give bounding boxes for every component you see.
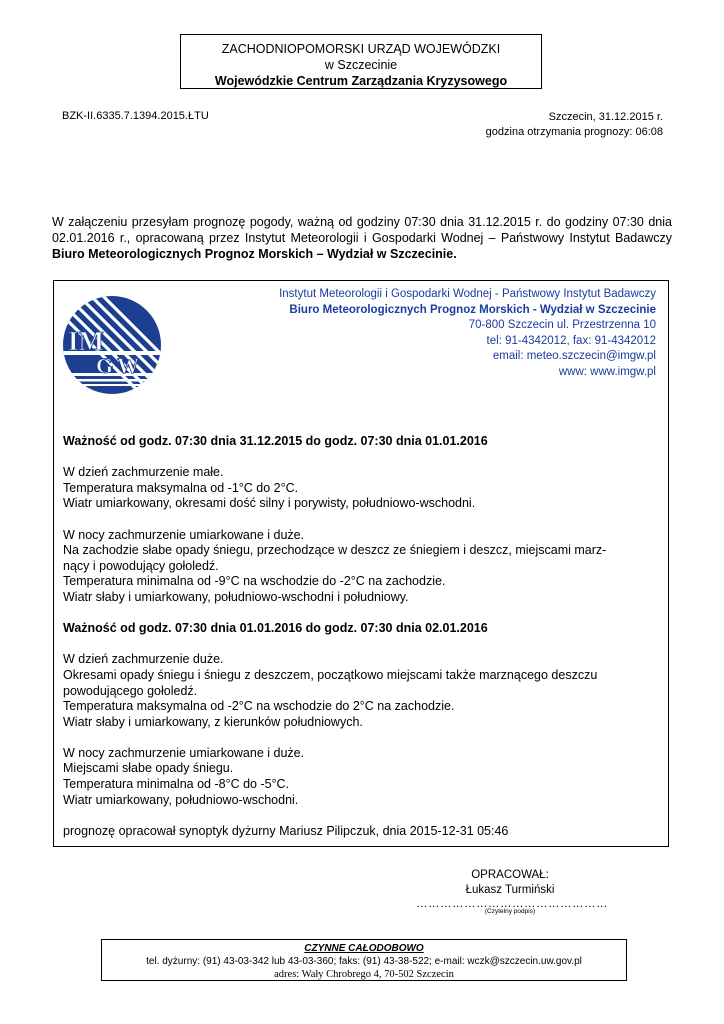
forecast-body: [63, 434, 653, 839]
footer-contact-box: [101, 939, 627, 981]
office-header: [180, 34, 542, 89]
footer-contacts: tel. dyżurny: (91) 43-03-342 lub 43-03-360; faks: (91) 43-38-522; e-mail: wczk@szczecin.uw.gov.pl: [146, 956, 582, 967]
forecast-line: Miejscami słabe opady śniegu.: [63, 761, 234, 776]
institute-www[interactable]: www: www.imgw.pl: [558, 365, 656, 378]
forecast-line: Okresami opady śniegu i śniegu z deszczem, początkowo miejscami także marznącego deszczu: [63, 667, 598, 682]
forecast-line: W dzień zachmurzenie małe.: [63, 465, 224, 480]
footer-title: CZYNNE CAŁODOBOWO: [304, 943, 424, 954]
forecast-author: prognozę opracował synoptyk dyżurny Mariusz Pilipczuk, dnia 2015-12-31 05:46: [63, 823, 509, 838]
forecast-line: Na zachodzie słabe opady śniegu, przechodzące w deszcz ze śniegiem i deszcz, miejscami marz-: [63, 543, 607, 558]
header-line2: w Szczecinie: [324, 58, 398, 72]
header-line3: Wojewódzkie Centrum Zarządzania Kryzysowego: [214, 74, 508, 88]
forecast-line: Wiatr słaby i umiarkowany, z kierunków południowych.: [63, 714, 363, 729]
reference-date-block: [486, 110, 663, 140]
header-line1: ZACHODNIOPOMORSKI URZĄD WOJEWÓDZKI: [221, 42, 501, 56]
place-date: Szczecin, 31.12.2015 r.: [548, 111, 663, 123]
intro-paragraph: [52, 214, 672, 262]
forecast-line: Temperatura minimalna od -8°C do -5°C.: [63, 777, 290, 792]
forecast-line: Wiatr umiarkowany, okresami dość silny i porywisty, południowo-wschodni.: [63, 496, 476, 511]
forecast-line: powodującego gołoledź.: [63, 683, 198, 698]
period2-header: Ważność od godz. 07:30 dnia 01.01.2016 do godz. 07:30 dnia 02.01.2016: [63, 621, 488, 636]
intro-text: W załączeniu przesyłam prognozę pogody, ważną od godziny 07:30 dnia 31.12.2015 r. do godziny 07:30 dnia 02.01.2016 r., opracowaną przez Instytut Meteorologii i Gospodarki Wodnej – Państwowy Instytut Badawczy: [52, 215, 672, 245]
signature-label: OPRACOWAŁ:: [471, 869, 549, 881]
footer-address: adres: Wały Chrobrego 4, 70-502 Szczecin: [274, 969, 454, 980]
forecast-line: W nocy zachmurzenie umiarkowane i duże.: [63, 745, 305, 760]
forecast-line: Temperatura minimalna od -9°C na wschodzie do -2°C na zachodzie.: [63, 574, 446, 589]
logo-text-gw: GW: [96, 353, 144, 378]
signature-line: …………………………………………: [416, 898, 608, 910]
signature-block: [416, 868, 608, 916]
intro-bold: Biuro Meteorologicznych Prognoz Morskich – Wydział w Szczecinie.: [52, 247, 457, 261]
institute-info: [279, 287, 656, 381]
received-time: godzina otrzymania prognozy: 06:08: [485, 126, 663, 138]
logo-text-im: IM: [68, 326, 104, 356]
signature-caption: (Czytelny podpis): [484, 908, 536, 915]
reference-number: BZK-II.6335.7.1394.2015.ŁTU: [62, 110, 209, 122]
forecast-line: nący i powodujący gołoledź.: [63, 558, 219, 573]
forecast-line: Wiatr umiarkowany, południowo-wschodni.: [63, 792, 299, 807]
forecast-line: Wiatr słaby i umiarkowany, południowo-wschodni i południowy.: [63, 589, 409, 604]
forecast-line: W nocy zachmurzenie umiarkowane i duże.: [63, 527, 305, 542]
forecast-line: Temperatura maksymalna od -1°C do 2°C.: [63, 480, 299, 495]
imgw-logo-icon: [62, 295, 162, 395]
forecast-line: Temperatura maksymalna od -2°C na wschodzie do 2°C na zachodzie.: [63, 699, 455, 714]
institute-email[interactable]: email: meteo.szczecin@imgw.pl: [492, 350, 656, 363]
forecast-line: W dzień zachmurzenie duże.: [63, 652, 224, 667]
institute-line2: Biuro Meteorologicznych Prognoz Morskich - Wydział w Szczecinie: [289, 303, 656, 316]
period1-header: Ważność od godz. 07:30 dnia 31.12.2015 do godz. 07:30 dnia 01.01.2016: [63, 434, 488, 448]
institute-line1: Instytut Meteorologii i Gospodarki Wodnej - Państwowy Instytut Badawczy: [279, 288, 656, 300]
signature-name: Łukasz Turmiński: [465, 884, 555, 896]
institute-address: 70-800 Szczecin ul. Przestrzenna 10: [468, 319, 656, 332]
institute-phone: tel: 91-4342012, fax: 91-4342012: [486, 334, 656, 347]
